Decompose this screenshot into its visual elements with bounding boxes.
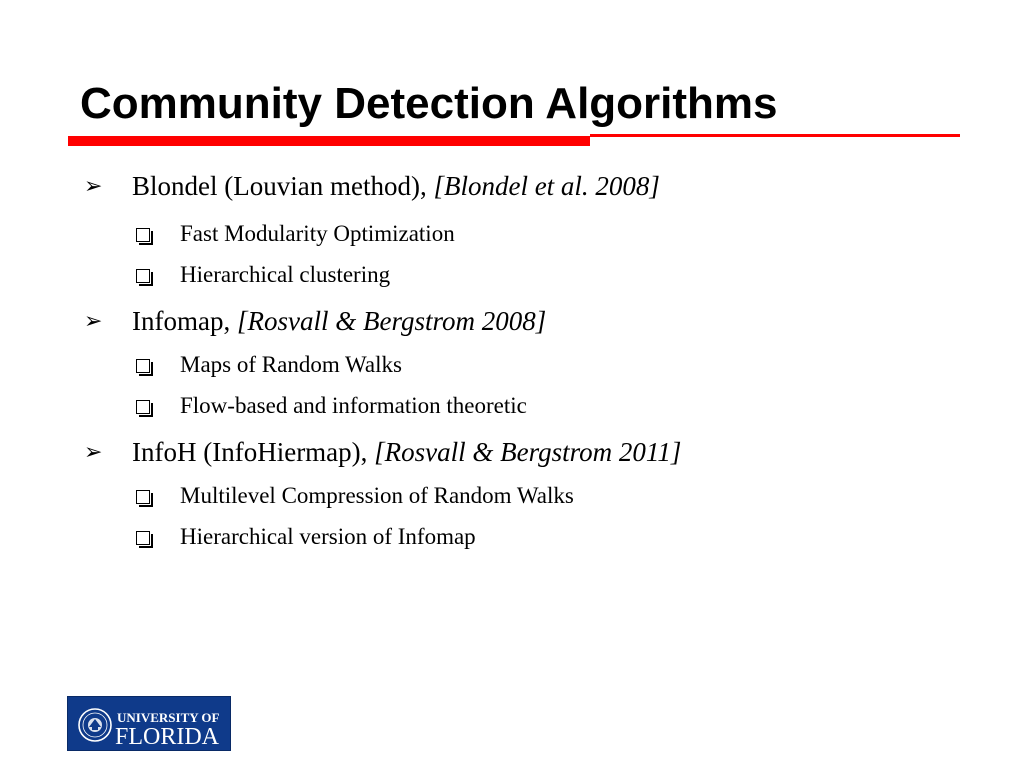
checkbox-bullet-icon — [136, 228, 150, 242]
university-seal-icon — [68, 697, 232, 752]
checkbox-bullet-icon — [136, 531, 150, 545]
logo-line1: UNIVERSITY OF — [117, 710, 220, 725]
sub-bullet-text: Hierarchical clustering — [180, 262, 391, 287]
sub-bullet-text: Fast Modularity Optimization — [180, 221, 455, 246]
checkbox-bullet-icon — [136, 490, 150, 504]
sub-bullet-text: Flow-based and information theoretic — [180, 393, 527, 418]
slide-title: Community Detection Algorithms — [80, 79, 778, 128]
sub-bullet-item — [136, 350, 402, 380]
checkbox-bullet-icon — [136, 400, 150, 414]
logo-line2: FLORIDA — [115, 724, 220, 750]
arrow-bullet-icon: ➢ — [84, 309, 103, 334]
sub-bullet-text: Multilevel Compression of Random Walks — [180, 483, 574, 508]
bullet-text: Infomap, — [132, 306, 237, 336]
bullet-text: InfoH (InfoHiermap), — [132, 437, 375, 467]
bullet-citation: [Rosvall & Bergstrom 2008] — [236, 306, 547, 336]
bullet-item-infoh — [84, 434, 681, 471]
bullet-citation: [Blondel et al. 2008] — [433, 171, 660, 201]
sub-bullet-item — [136, 522, 476, 552]
checkbox-bullet-icon — [136, 359, 150, 373]
arrow-bullet-icon: ➢ — [84, 174, 103, 199]
bullet-item-blondel — [84, 168, 660, 205]
university-logo — [67, 696, 231, 751]
arrow-bullet-icon: ➢ — [84, 440, 103, 465]
sub-bullet-item — [136, 219, 455, 249]
sub-bullet-item — [136, 260, 390, 290]
bullet-text: Blondel (Louvian method), — [132, 171, 434, 201]
bullet-item-infomap — [84, 303, 546, 340]
sub-bullet-item — [136, 481, 574, 511]
sub-bullet-item — [136, 391, 527, 421]
bullet-citation: [Rosvall & Bergstrom 2011] — [374, 437, 682, 467]
sub-bullet-text: Maps of Random Walks — [180, 352, 402, 377]
sub-bullet-text: Hierarchical version of Infomap — [180, 524, 476, 549]
checkbox-bullet-icon — [136, 269, 150, 283]
